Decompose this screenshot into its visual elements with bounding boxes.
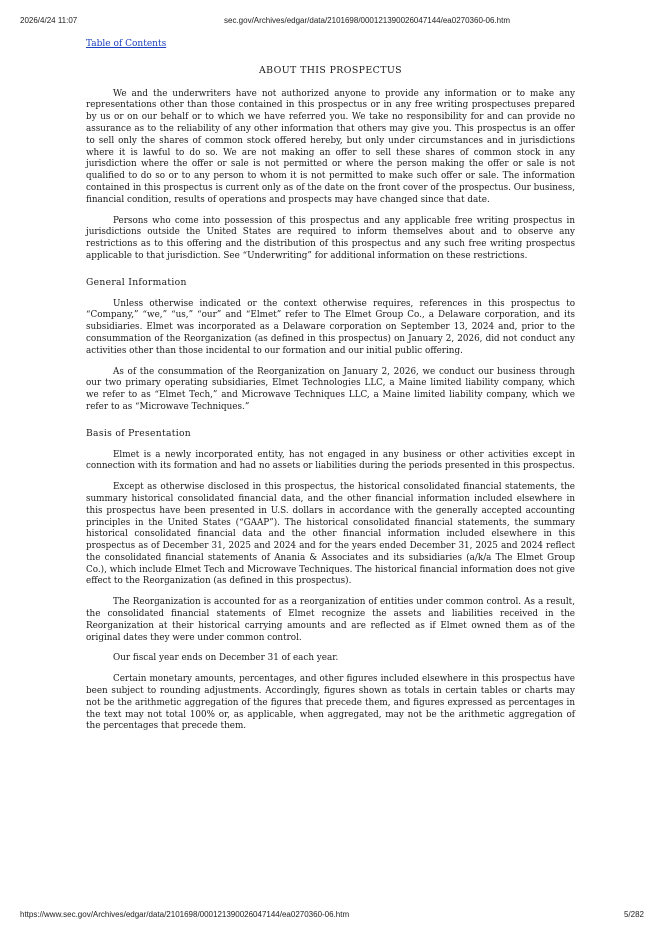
paragraph-authorization: We and the underwriters have not authorized anyone to provide any information or to make any representations other than those contained in this prospectus or in any free writing prospectuses prepared by us or on our behalf or to which we have referred you. We take no responsibility for and can provide no assurance as to the reliability of any other information that others may give you. This prospectus is an offer to sell only the shares of common stock offered hereby, but only under circumstances and in jurisdictions where it is lawful to do so. We are not making an offer to sell these shares of common stock in any jurisdiction where the offer or sale is not permitted or where the person making the offer or sale is not qualified to do so or to any person to whom it is not permitted to make such offer or sale. The information contained in this prospectus is current only as of the date on the front cover of the prospectus. Our business, financial condition, results of operations and prospects may have changed since that date.: [86, 88, 575, 205]
table-of-contents-link[interactable]: Table of Contents: [86, 39, 167, 49]
browser-header: [0, 0, 662, 30]
document-page: [86, 39, 575, 742]
paragraph-financial-statements: Except as otherwise disclosed in this prospectus, the historical consolidated financial statements, the summary historical consolidated financial data, and the other financial information included elsewhere in this prospectus have been presented in U.S. dollars in accordance with the generally accepted accounting principles in the United States (“GAAP”). The historical consolidated financial statements, the summary historical consolidated financial data and the other financial information included elsewhere in this prospectus as of December 31, 2025 and 2024 and for the years ended December 31, 2025 and 2024 reflect the consolidated financial statements of Anania & Associates and its subsidiaries (a/k/a The Elmet Group Co.), which include Elmet Tech and Microwave Techniques. The historical financial information does not give effect to the Reorganization (as defined in this prospectus).: [86, 482, 575, 587]
paragraph-fiscal-year: Our fiscal year ends on December 31 of each year.: [113, 653, 339, 664]
heading-general-information: General Information: [86, 276, 187, 288]
paragraph-jurisdictions: Persons who come into possession of this prospectus and any applicable free writing prospectus in jurisdictions outside the United States are required to inform themselves about and to observe any restrictions as to this offering and the distribution of this prospectus and any such free writing prospectus applicable to that jurisdiction. See “Underwriting” for additional information on these restrictions.: [86, 215, 575, 261]
paragraph-reorganization: The Reorganization is accounted for as a reorganization of entities under common control. As a result, the consolidated financial statements of Elmet recognize the assets and liabilities received in the Reorganization at their historical carrying amounts and are reflected as if Elmet owned them as of the original dates they were under common control.: [86, 597, 575, 643]
print-datetime: 2026/4/24 11:07: [20, 16, 78, 25]
page-indicator: 5/282: [623, 910, 644, 919]
paragraph-rounding: Certain monetary amounts, percentages, and other figures included elsewhere in this prospectus have been subject to rounding adjustments. Accordingly, figures shown as totals in certain tables or charts may not be the arithmetic aggregation of the figures that precede them, and figures expressed as percentages in the text may not total 100% or, as applicable, when aggregated, may not be the arithmetic aggregation of the percentages that precede them.: [86, 674, 575, 732]
paragraph-new-entity: Elmet is a newly incorporated entity, has not engaged in any business or other activities except in connection with its formation and had no assets or liabilities during the periods presented in this prospectus.: [86, 449, 575, 472]
paragraph-references: Unless otherwise indicated or the context otherwise requires, references in this prospectus to “Company,” “we,” “us,” “our” and “Elmet” refer to The Elmet Group Co., a Delaware corporation, and its subsidiaries. Elmet was incorporated as a Delaware corporation on September 13, 2024 and, prior to the consummation of the Reorganization (as defined in this prospectus) on January 2, 2026, did not conduct any activities other than those incidental to our formation and our initial public offering.: [86, 298, 575, 356]
page-url-bottom: https://www.sec.gov/Archives/edgar/data/2101698/000121390026047144/ea0270360-06.htm: [20, 910, 350, 919]
paragraph-subsidiaries: As of the consummation of the Reorganization on January 2, 2026, we conduct our business through our two primary operating subsidiaries, Elmet Technologies LLC, a Maine limited liability company, which we refer to as “Elmet Tech,” and Microwave Techniques LLC, a Maine limited liability company, which we refer to as “Microwave Techniques.”: [86, 366, 575, 412]
browser-footer: [0, 906, 662, 936]
heading-basis-of-presentation: Basis of Presentation: [86, 427, 191, 439]
page-title: ABOUT THIS PROSPECTUS: [259, 64, 402, 76]
page-url-top: sec.gov/Archives/edgar/data/2101698/000121390026047144/ea0270360-06.htm: [224, 16, 511, 25]
